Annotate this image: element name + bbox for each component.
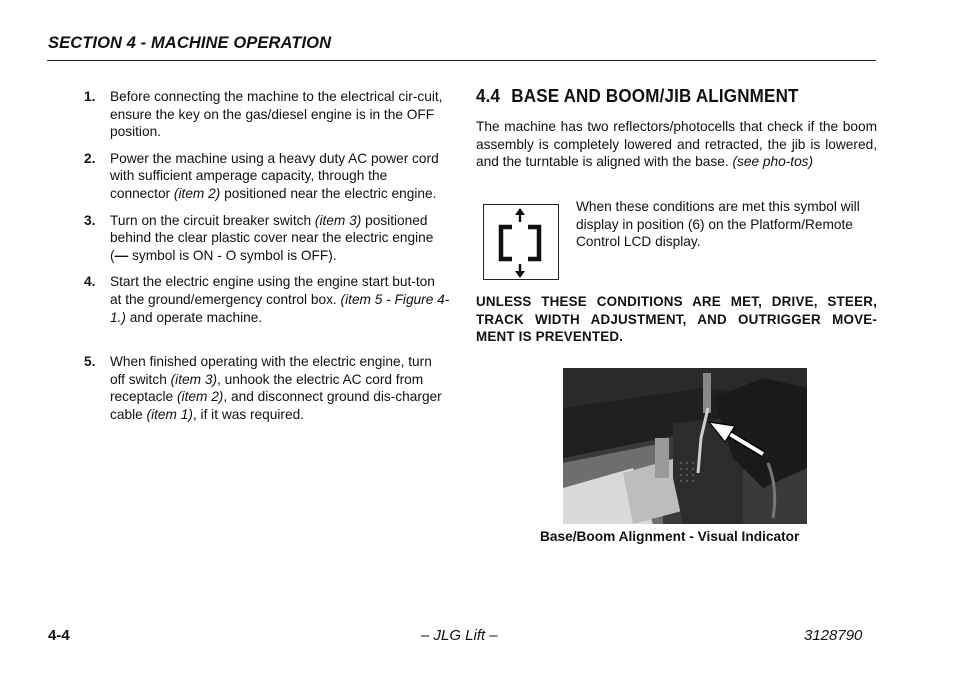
- step-text-part: positioned near the electric engine.: [220, 185, 437, 201]
- item-reference: (item 3): [170, 371, 217, 387]
- item-reference: (item 3): [314, 212, 362, 228]
- header-divider: [47, 60, 876, 61]
- step-number: 2.: [84, 150, 96, 166]
- item-reference: (item 1): [146, 406, 193, 422]
- procedure-steps-list: [84, 88, 450, 433]
- step-text-part: When finished operating with the electric engine, turn off switch: [110, 354, 432, 387]
- step-text-part: Before connecting the machine to the electrical cir-cuit, ensure the key on the gas/diesel engine is in the OFF position.: [110, 89, 443, 140]
- section-heading: [476, 85, 799, 107]
- list-item: [84, 353, 450, 423]
- symbol-description: When these conditions are met this symbol will display in position (6) on the Platform/Remote Control LCD display.: [576, 199, 860, 250]
- step-number: 4.: [84, 274, 96, 290]
- list-item: [84, 150, 450, 203]
- intro-reference: (see pho-tos): [732, 154, 814, 170]
- footer-brand: – JLG Lift –: [421, 627, 498, 644]
- alignment-symbol-icon: [483, 204, 559, 280]
- item-reference: (item 2): [176, 389, 224, 405]
- section-header-title: SECTION 4 - MACHINE OPERATION: [48, 34, 332, 52]
- section-intro-paragraph: [476, 118, 877, 171]
- step-text: [110, 353, 450, 423]
- section-number: 4.4: [476, 85, 501, 106]
- step-number: 1.: [84, 89, 96, 104]
- step-text: [110, 88, 450, 141]
- intro-text: The machine has two reflectors/photocells that check if the boom assembly is completely lowered and retracted, the jib is lowered, and the turntable is aligned with the base.: [476, 119, 877, 170]
- step-text-part: Turn on the circuit breaker switch: [110, 212, 315, 228]
- step-text-part: , and disconnect ground dis-charger cable: [110, 389, 442, 422]
- list-item: [84, 273, 450, 326]
- document-number: 3128790: [804, 627, 863, 644]
- step-text: [110, 273, 450, 326]
- step-number: 5.: [84, 354, 96, 370]
- step-text: [110, 212, 450, 265]
- step-text-part: symbol is ON - O symbol is OFF).: [128, 247, 337, 263]
- step-text-part: and operate machine.: [125, 309, 263, 325]
- page-number: 4-4: [48, 627, 70, 644]
- warning-text: UNLESS THESE CONDITIONS ARE MET, DRIVE, STEER, TRACK WIDTH ADJUSTMENT, AND OUTRIGGER MOVE-MENT IS PREVENTED.: [476, 294, 877, 345]
- item-reference: (item 5 - Figure 4-1.): [110, 291, 450, 325]
- step-text-part: Start the electric engine using the engine start but-ton at the ground/emergency control box.: [110, 274, 435, 307]
- step-text-part: Power the machine using a heavy duty AC power cord with sufficient amperage capacity, through the connector: [110, 150, 439, 201]
- step-text: [110, 150, 450, 203]
- photo-caption: Base/Boom Alignment - Visual Indicator: [540, 529, 800, 544]
- step-text-part: positioned behind the clear plastic cover near the electric engine (: [110, 212, 434, 263]
- alignment-photo: [563, 368, 807, 524]
- list-item: [84, 212, 450, 265]
- step-text-part: , unhook the electric AC cord from receptacle: [110, 371, 424, 405]
- list-item: [84, 88, 450, 141]
- item-reference: (item 2): [173, 185, 221, 201]
- step-number: 3.: [84, 212, 96, 228]
- step-text-part: , if it was required.: [192, 406, 304, 422]
- section-title: BASE AND BOOM/JIB ALIGNMENT: [511, 85, 799, 106]
- step-text-part: —: [114, 247, 129, 263]
